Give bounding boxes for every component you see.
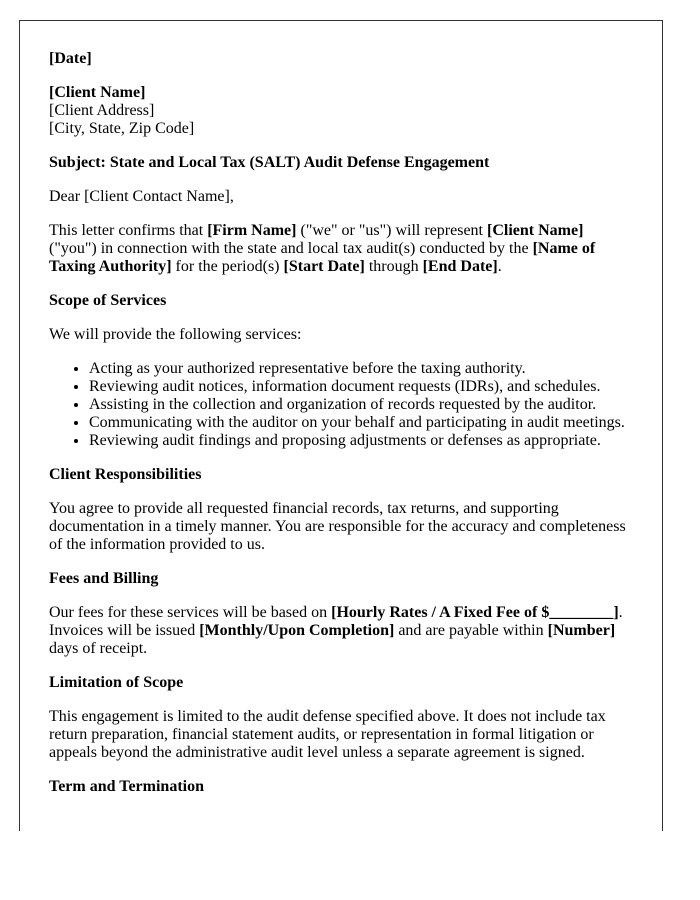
heading: Scope of Services (49, 292, 167, 309)
client-name-ref: [Client Name] (487, 222, 584, 239)
text: for the period(s) (171, 258, 284, 275)
text: This letter confirms that (49, 222, 208, 239)
text: ("you") in connection with the state and local tax audit(s) conducted by the (49, 240, 533, 257)
salutation: Dear [Client Contact Name], (49, 188, 234, 205)
date-line (49, 50, 634, 68)
subject-line (49, 154, 634, 172)
taxing-authority: [Name of Taxing Authority] (49, 240, 596, 275)
heading: Term and Termination (49, 778, 204, 795)
list-item: • Reviewing audit findings and proposing adjustments or defenses as appropriate. (89, 432, 634, 450)
fees-text (49, 604, 634, 658)
text: through (364, 258, 423, 275)
list-item: • Assisting in the collection and organization of records requested by the auditor. (89, 396, 634, 414)
heading: Limitation of Scope (49, 674, 184, 691)
client-name: [Client Name] (49, 84, 146, 101)
letter-page (19, 20, 663, 831)
heading: Fees and Billing (49, 570, 159, 587)
list-item: • Communicating with the auditor on your behalf and participating in audit meetings. (89, 414, 634, 432)
subject: Subject: State and Local Tax (SALT) Audit Defense Engagement (49, 154, 490, 171)
services-list (49, 360, 634, 450)
heading: Client Responsibilities (49, 466, 202, 483)
firm-name: [Firm Name] (207, 222, 297, 239)
billing-frequency: [Monthly/Upon Completion] (199, 622, 395, 639)
end-date: [End Date] (422, 258, 498, 275)
payment-days: [Number] (547, 622, 616, 639)
text: and are payable within (394, 622, 548, 639)
client-city: [City, State, Zip Code] (49, 120, 195, 137)
fee-placeholder: [Hourly Rates / A Fixed Fee of $________] (331, 604, 619, 621)
list-item: • Reviewing audit notices, information document requests (IDRs), and schedules. (89, 378, 634, 396)
text: Our fees for these services will be based on (49, 604, 332, 621)
client-address: [Client Address] (49, 102, 155, 119)
client-address-block (49, 84, 634, 138)
limitation-text: This engagement is limited to the audit defense specified above. It does not include tax return preparation, financial statement audits, or representation in formal litigation or appeals beyond the administrative audit level unless a separate agreement is signed. (49, 708, 606, 761)
start-date: [Start Date] (283, 258, 365, 275)
responsibilities-heading (49, 466, 634, 484)
scope-heading (49, 292, 634, 310)
responsibilities-text: You agree to provide all requested financial records, tax returns, and supporting documentation in a timely manner. You are responsible for the accuracy and completeness of the information provided to us. (49, 500, 626, 553)
scope-lead: We will provide the following services: (49, 326, 302, 343)
date: [Date] (49, 50, 92, 67)
limitation-heading (49, 674, 634, 692)
text: days of receipt. (49, 640, 148, 657)
text: ("we" or "us") will represent (296, 222, 487, 239)
term-heading (49, 778, 634, 796)
intro-paragraph (49, 222, 634, 276)
text: . Invoices will be issued (49, 604, 623, 639)
text: . (497, 258, 502, 275)
list-item: • Acting as your authorized representative before the taxing authority. (89, 360, 634, 378)
fees-heading (49, 570, 634, 588)
